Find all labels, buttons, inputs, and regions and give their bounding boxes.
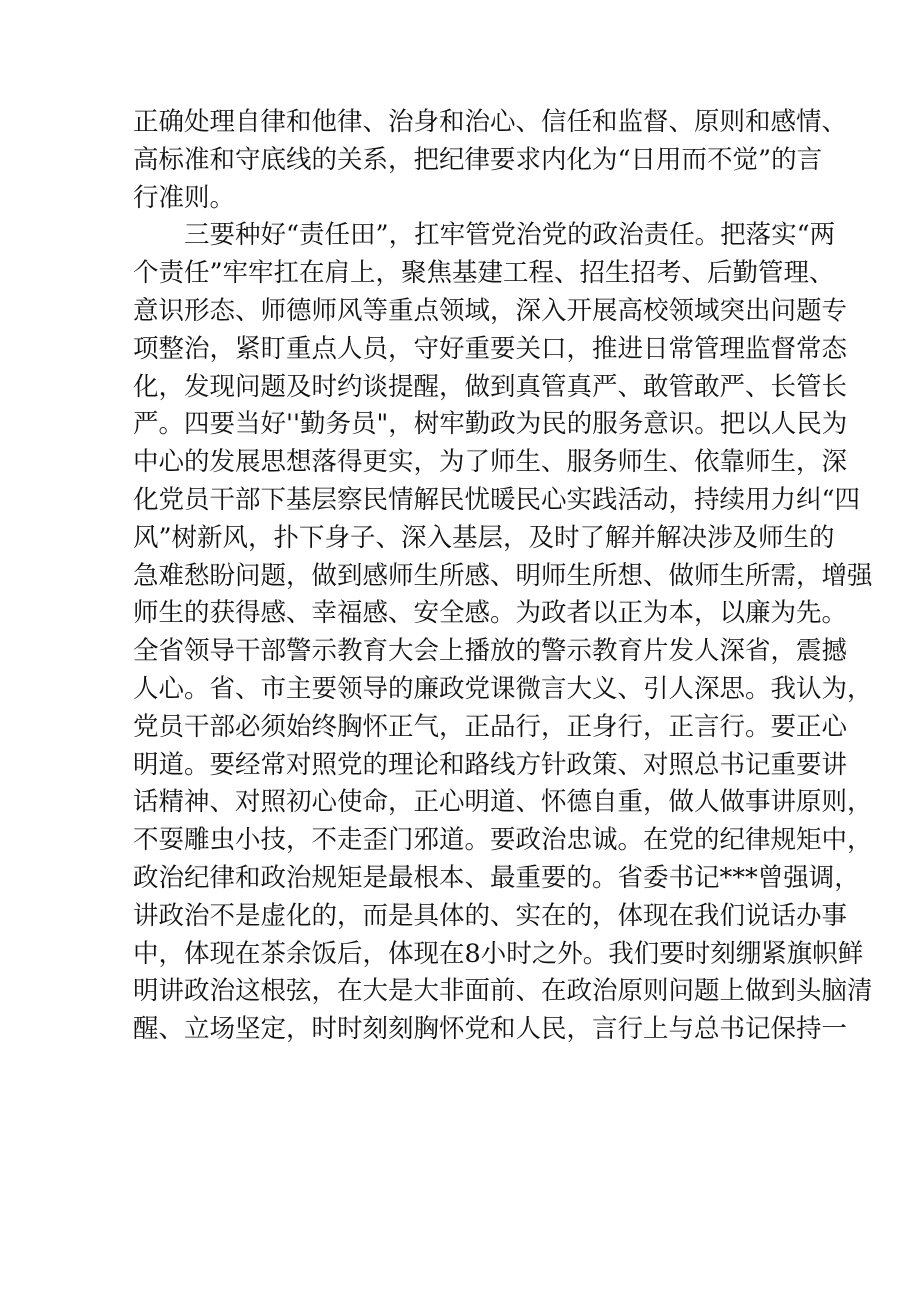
text-line: 讲政治不是虚化的，而是具体的、实在的，体现在我们说话办事 xyxy=(133,900,848,931)
text-line: 行准则。 xyxy=(133,182,236,213)
text-line: 项整治，紧盯重点人员，守好重要关口，推进日常管理监督常态 xyxy=(133,333,848,364)
text-line: 正确处理自律和他律、治身和治心、信任和监督、原则和感情、 xyxy=(133,107,848,137)
text-line: 急难愁盼问题，做到感师生所感、明师生所想、做师生所需，增强 xyxy=(133,560,873,591)
text-line: 不耍雕虫小技，不走歪门邪道。要政治忠诚。在党的纪律规矩中， xyxy=(133,825,873,856)
text-line: 中心的发展思想落得更实，为了师生、服务师生、依靠师生，深 xyxy=(133,447,848,478)
text-line: 人心。省、市主要领导的廉政党课微言大义、引人深思。我认为， xyxy=(133,673,873,704)
text-line: 明讲政治这根弦，在大是大非面前、在政治原则问题上做到头脑清 xyxy=(133,976,873,1007)
text-line: 党员干部必须始终胸怀正气，正品行，正身行，正言行。要正心 xyxy=(133,711,848,742)
text-line: 政治纪律和政治规矩是最根本、最重要的。省委书记***曾强调， xyxy=(133,862,860,893)
text-line: 高标准和守底线的关系，把纪律要求内化为“日用而不觉”的言 xyxy=(133,144,823,175)
text-line: 师生的获得感、幸福感、安全感。为政者以正为本，以廉为先。 xyxy=(133,598,848,629)
text-line: 个责任”牢牢扛在肩上，聚焦基建工程、招生招考、后勤管理、 xyxy=(133,258,835,289)
text-line: 话精神、对照初心使命，正心明道、怀德自重，做人做事讲原则， xyxy=(133,787,873,818)
text-line: 醒、立场坚定，时时刻刻胸怀党和人民，言行上与总书记保持一 xyxy=(133,1014,848,1045)
text-line: 化党员干部下基层察民情解民忧暖民心实践活动，持续用力纠“四 xyxy=(133,484,861,515)
text-line: 全省领导干部警示教育大会上播放的警示教育片发人深省，震撼 xyxy=(133,636,848,667)
text-line: 严。四要当好''勤务员"，树牢勤政为民的服务意识。把以人民为 xyxy=(133,409,848,440)
text-line: 风”树新风，扑下身子、深入基层，及时了解并解决涉及师生的 xyxy=(133,522,835,553)
text-line: 化，发现问题及时约谈提醒，做到真管真严、敢管敢严、长管长 xyxy=(133,371,848,402)
text-line: 中，体现在茶余饭后，体现在8小时之外。我们要时刻绷紧旗帜鲜 xyxy=(133,938,864,969)
body-text xyxy=(133,104,873,1049)
paragraph-first-line: 三要种好“责任田”，扛牢管党治党的政治责任。把落实“两 xyxy=(184,220,836,251)
text-line: 明道。要经常对照党的理论和路线方针政策、对照总书记重要讲 xyxy=(133,749,848,780)
text-line: 意识形态、师德师风等重点领域，深入开展高校领域突出问题专 xyxy=(133,295,848,326)
